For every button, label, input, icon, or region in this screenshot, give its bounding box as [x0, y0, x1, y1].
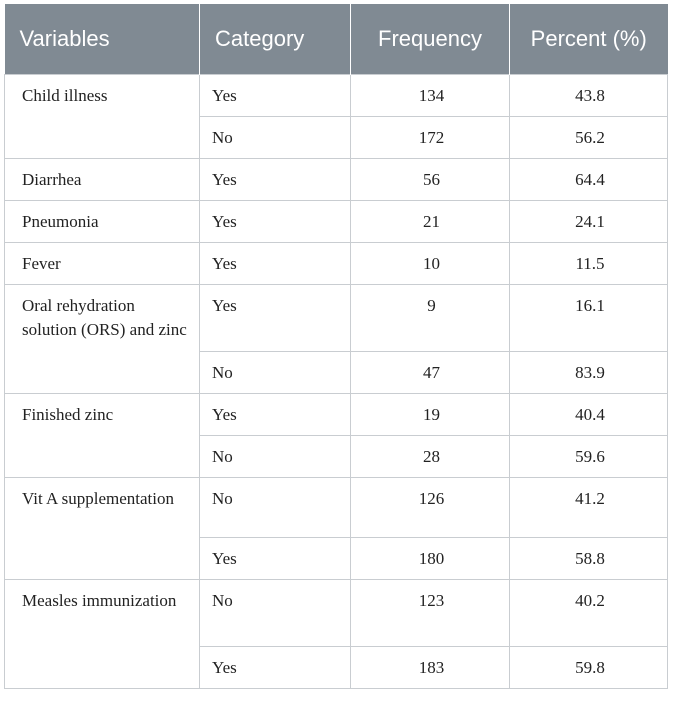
- frequency-cell: 134: [351, 75, 510, 117]
- percent-cell: 58.8: [510, 538, 668, 580]
- table-header: [5, 4, 668, 75]
- percent-cell: 11.5: [510, 243, 668, 285]
- percent-cell: 41.2: [510, 478, 668, 538]
- variable-cell: Finished zinc: [5, 394, 200, 478]
- frequency-cell: 21: [351, 201, 510, 243]
- category-cell: No: [200, 117, 351, 159]
- frequency-cell: 28: [351, 436, 510, 478]
- frequency-cell: 10: [351, 243, 510, 285]
- category-cell: No: [200, 478, 351, 538]
- header-category: Category: [200, 4, 351, 75]
- category-cell: Yes: [200, 394, 351, 436]
- header-frequency: Frequency: [351, 4, 510, 75]
- table-body: [5, 75, 668, 689]
- variable-cell: Diarrhea: [5, 159, 200, 201]
- variable-cell: Oral rehydration solution (ORS) and zinc: [5, 285, 200, 394]
- percent-cell: 40.4: [510, 394, 668, 436]
- table-row: [5, 243, 668, 285]
- header-variables: Variables: [5, 4, 200, 75]
- percent-cell: 59.6: [510, 436, 668, 478]
- data-table: [4, 4, 668, 689]
- category-cell: Yes: [200, 647, 351, 689]
- frequency-cell: 180: [351, 538, 510, 580]
- category-cell: No: [200, 352, 351, 394]
- table-row: [5, 159, 668, 201]
- frequency-cell: 172: [351, 117, 510, 159]
- header-percent: Percent (%): [510, 4, 668, 75]
- table-row: [5, 478, 668, 538]
- frequency-cell: 9: [351, 285, 510, 352]
- percent-cell: 56.2: [510, 117, 668, 159]
- frequency-cell: 19: [351, 394, 510, 436]
- category-cell: Yes: [200, 159, 351, 201]
- category-cell: Yes: [200, 538, 351, 580]
- percent-cell: 40.2: [510, 580, 668, 647]
- percent-cell: 59.8: [510, 647, 668, 689]
- percent-cell: 16.1: [510, 285, 668, 352]
- category-cell: Yes: [200, 285, 351, 352]
- variable-cell: Measles immunization: [5, 580, 200, 689]
- frequency-cell: 183: [351, 647, 510, 689]
- frequency-cell: 126: [351, 478, 510, 538]
- table-row: [5, 201, 668, 243]
- table-row: [5, 75, 668, 117]
- variable-cell: Child illness: [5, 75, 200, 159]
- category-cell: No: [200, 580, 351, 647]
- percent-cell: 24.1: [510, 201, 668, 243]
- percent-cell: 64.4: [510, 159, 668, 201]
- variable-cell: Fever: [5, 243, 200, 285]
- frequency-cell: 123: [351, 580, 510, 647]
- category-cell: Yes: [200, 75, 351, 117]
- category-cell: Yes: [200, 201, 351, 243]
- frequency-cell: 56: [351, 159, 510, 201]
- header-row: [5, 4, 668, 75]
- frequency-cell: 47: [351, 352, 510, 394]
- category-cell: No: [200, 436, 351, 478]
- variable-cell: Pneumonia: [5, 201, 200, 243]
- table-row: [5, 394, 668, 436]
- category-cell: Yes: [200, 243, 351, 285]
- table-row: [5, 580, 668, 647]
- variable-cell: Vit A supplementation: [5, 478, 200, 580]
- table-row: [5, 285, 668, 352]
- percent-cell: 43.8: [510, 75, 668, 117]
- percent-cell: 83.9: [510, 352, 668, 394]
